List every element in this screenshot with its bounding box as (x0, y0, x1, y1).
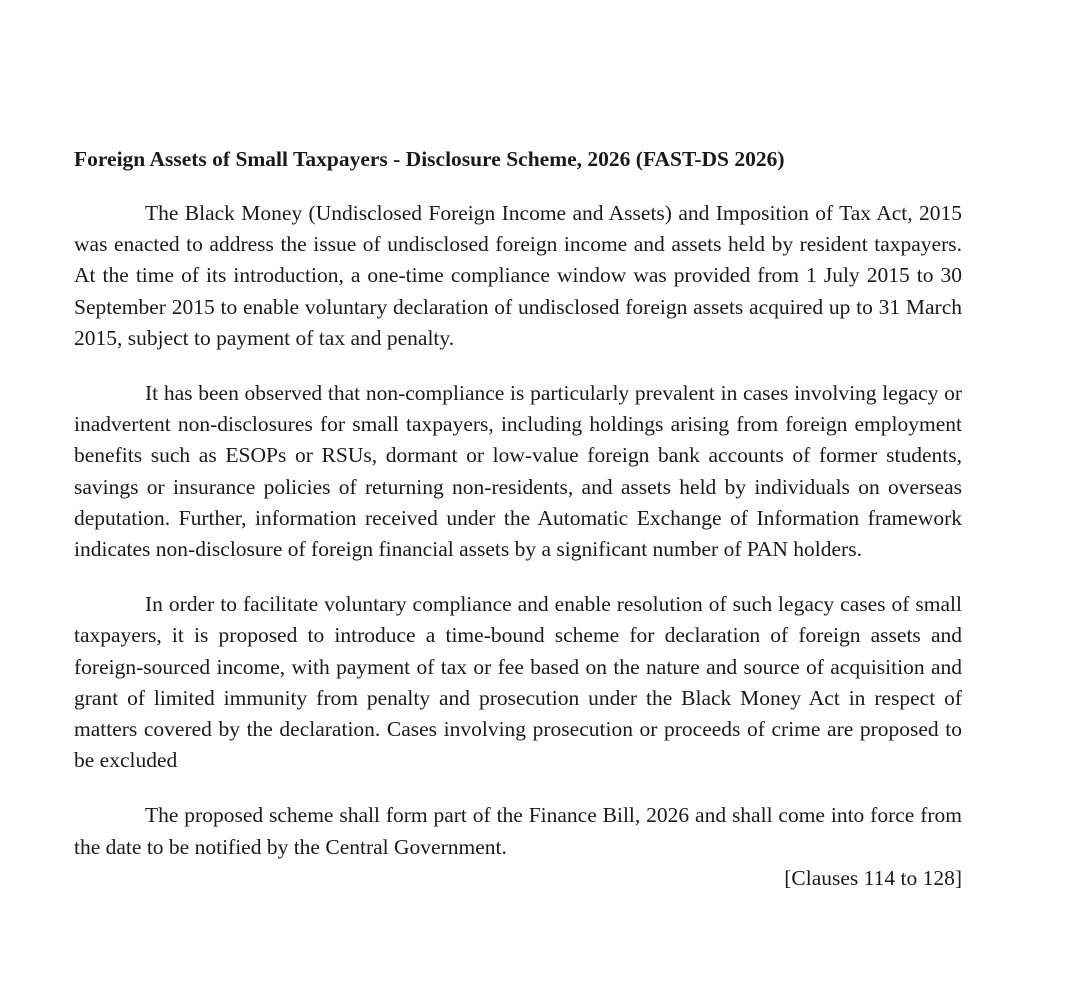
paragraph-2: It has been observed that non-compliance is particularly prevalent in cases involving legacy or inadvertent non-disclosures for small taxpayers, including holdings arising from foreign employment benefits such as ESOPs or RSUs, dormant or low-value foreign bank accounts of former students, savings or insurance policies of returning non-residents, and assets held by individuals on overseas deputation. Further, information received under the Automatic Exchange of Information framework indicates non-disclosure of foreign financial assets by a significant number of PAN holders. (74, 381, 962, 562)
paragraph-4: The proposed scheme shall form part of the Finance Bill, 2026 and shall come into force from the date to be notified by the Central Government. (74, 803, 962, 859)
document-title: Foreign Assets of Small Taxpayers - Disclosure Scheme, 2026 (FAST-DS 2026) (74, 147, 785, 171)
paragraph-1: The Black Money (Undisclosed Foreign Income and Assets) and Imposition of Tax Act, 2015 was enacted to address the issue of undisclosed foreign income and assets held by resident taxpayers. At the time of its introduction, a one-time compliance window was provided from 1 July 2015 to 30 September 2015 to enable voluntary declaration of undisclosed foreign assets acquired up to 31 March 2015, subject to payment of tax and penalty. (74, 201, 962, 350)
document-page (74, 145, 962, 894)
clauses-reference: [Clauses 114 to 128] (784, 865, 962, 890)
paragraph-3: In order to facilitate voluntary compliance and enable resolution of such legacy cases of small taxpayers, it is proposed to introduce a time-bound scheme for declaration of foreign assets and foreign-sourced income, with payment of tax or fee based on the nature and source of acquisition and grant of limited immunity from penalty and prosecution under the Black Money Act in respect of matters covered by the declaration. Cases involving prosecution or proceeds of crime are proposed to be excluded (74, 592, 962, 773)
